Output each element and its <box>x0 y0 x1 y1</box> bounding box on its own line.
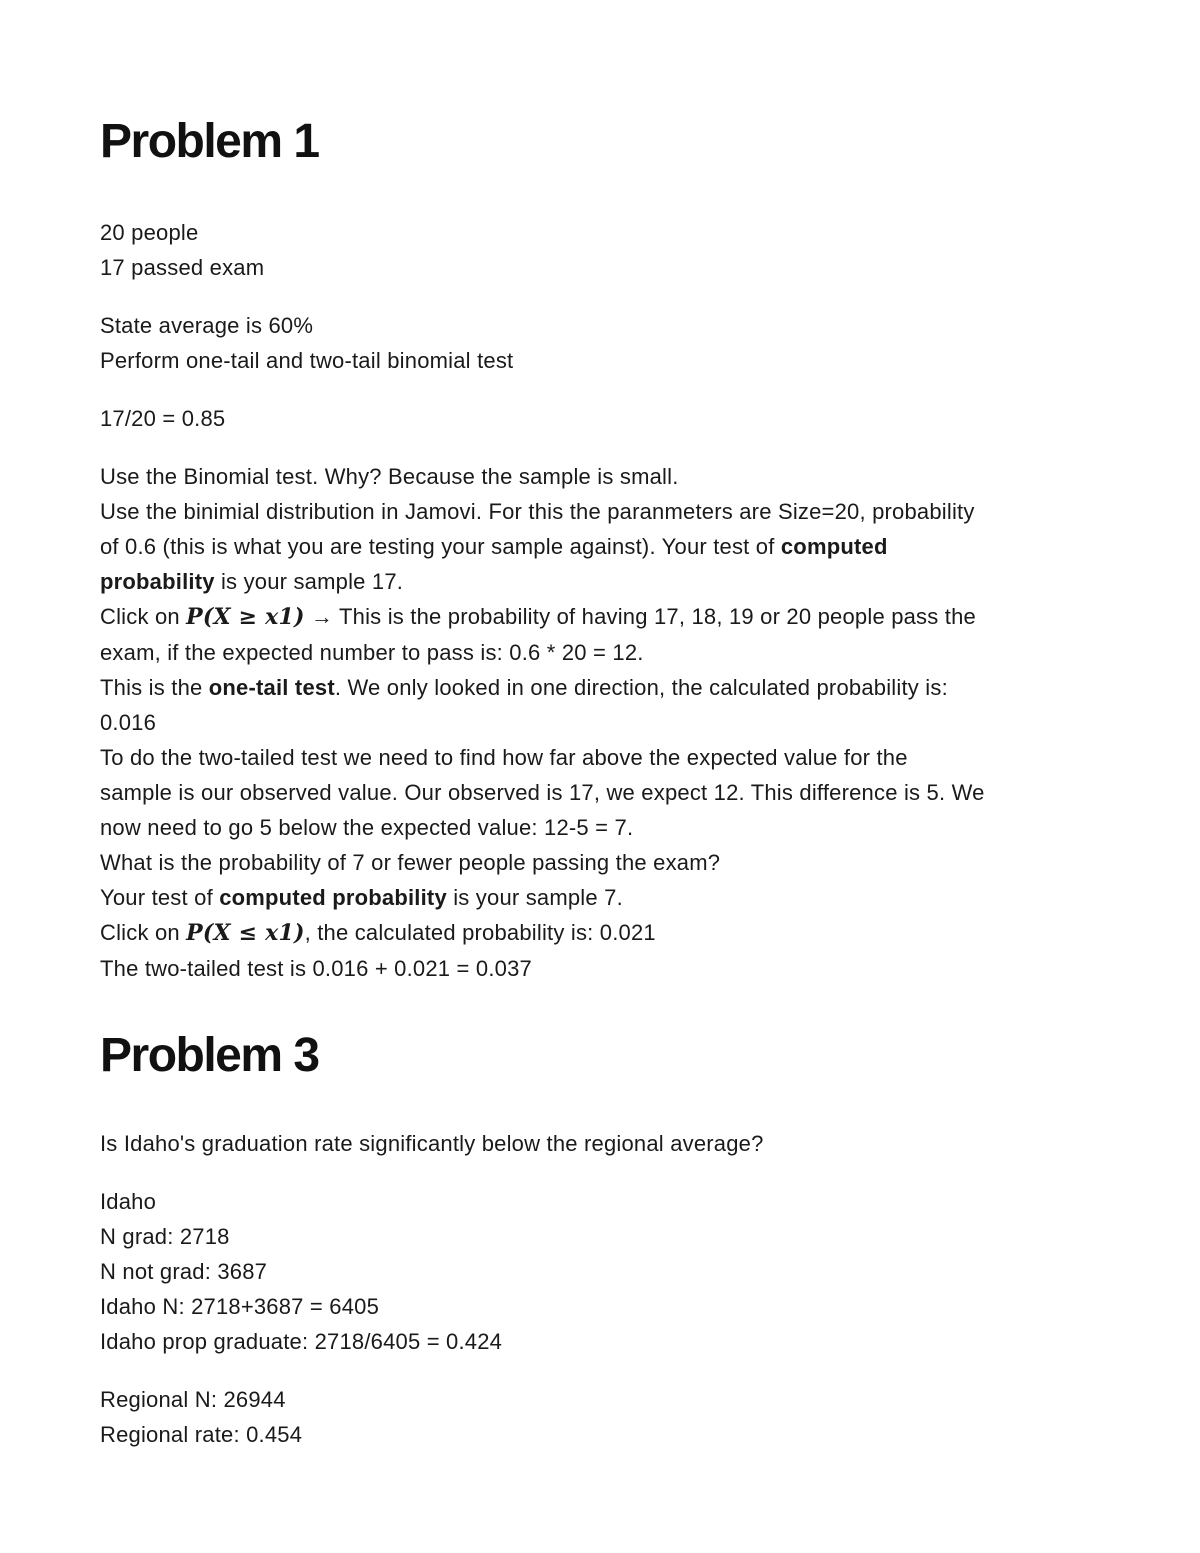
text-run: is your sample 17. <box>214 569 404 594</box>
problem-3-title: Problem 3 <box>100 1029 319 1082</box>
text-run: Click on <box>100 920 187 945</box>
problem-1-title: Problem 1 <box>100 115 319 168</box>
text-line: Regional rate: 0.454 <box>100 1422 303 1447</box>
text-run: Click on <box>100 604 187 629</box>
text-line: exam, if the expected number to pass is: 0.6 * 20 = 12. <box>100 640 644 665</box>
text-line: Perform one-tail and two-tail binomial test <box>100 348 514 373</box>
text-line <box>100 880 1100 915</box>
text-line: N grad: 2718 <box>100 1224 230 1249</box>
spacer <box>100 436 1100 459</box>
text-run: of 0.6 (this is what you are testing your sample against). Your test of <box>100 534 781 559</box>
text-run: → This is the probability of having 17, 18, 19 or 20 people pass the <box>304 604 976 629</box>
text-run: Your test of <box>100 885 220 910</box>
text-line: sample is our observed value. Our observed is 17, we expect 12. This difference is 5. We <box>100 780 985 805</box>
text-line <box>100 670 1100 705</box>
math-formula: P(X ≥ x1) <box>186 604 305 630</box>
text-line: Use the binimial distribution in Jamovi. For this the paranmeters are Size=20, probability <box>100 499 975 524</box>
spacer <box>100 1084 1100 1126</box>
text-line: Is Idaho's graduation rate significantly below the regional average? <box>100 1131 764 1156</box>
text-line <box>100 915 1100 951</box>
text-line: The two-tailed test is 0.016 + 0.021 = 0.037 <box>100 956 532 981</box>
text-line: Regional N: 26944 <box>100 1387 286 1412</box>
spacer <box>100 285 1100 308</box>
text-line: Idaho <box>100 1189 157 1214</box>
text-line: Idaho N: 2718+3687 = 6405 <box>100 1294 380 1319</box>
spacer <box>100 378 1100 401</box>
bold-term: one-tail test <box>208 675 335 700</box>
text-line: Use the Binomial test. Why? Because the sample is small. <box>100 464 679 489</box>
text-line: 0.016 <box>100 710 157 735</box>
bold-term: probability <box>100 569 215 594</box>
math-formula: P(X ≤ x1) <box>186 920 305 946</box>
text-line: State average is 60% <box>100 313 314 338</box>
text-line: 20 people <box>100 220 199 245</box>
text-line: 17 passed exam <box>100 255 265 280</box>
top-margin <box>100 0 1100 114</box>
spacer <box>100 1161 1100 1184</box>
bold-term: computed <box>780 534 888 559</box>
text-line: What is the probability of 7 or fewer people passing the exam? <box>100 850 721 875</box>
text-run: . We only looked in one direction, the calculated probability is: <box>334 675 948 700</box>
spacer <box>100 170 1100 215</box>
text-run: , the calculated probability is: 0.021 <box>304 920 656 945</box>
text-line: now need to go 5 below the expected value: 12-5 = 7. <box>100 815 634 840</box>
text-run: This is the <box>100 675 209 700</box>
text-line <box>100 529 1100 564</box>
text-line: 17/20 = 0.85 <box>100 406 226 431</box>
text-line: Idaho prop graduate: 2718/6405 = 0.424 <box>100 1329 503 1354</box>
bold-term: computed probability <box>219 885 447 910</box>
spacer <box>100 986 1100 1028</box>
document-page <box>100 0 1100 1452</box>
spacer <box>100 1359 1100 1382</box>
text-line <box>100 599 1100 635</box>
text-run: is your sample 7. <box>446 885 623 910</box>
text-line <box>100 564 1100 599</box>
text-line: N not grad: 3687 <box>100 1259 268 1284</box>
text-line: To do the two-tailed test we need to find how far above the expected value for the <box>100 745 908 770</box>
